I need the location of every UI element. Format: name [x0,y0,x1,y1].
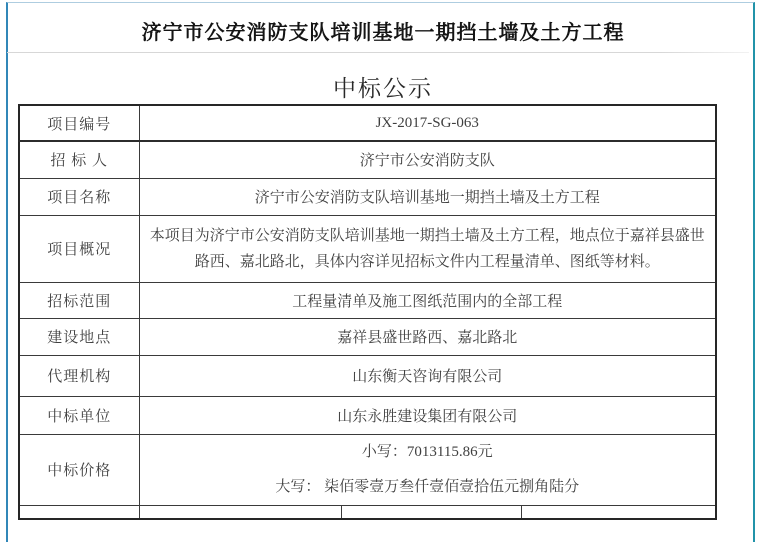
partial-cell [139,505,341,519]
row-value: 济宁市公安消防支队培训基地一期挡土墙及土方工程 [139,178,716,215]
table-row-bid-scope [19,282,716,318]
row-label: 项目概况 [19,215,139,282]
table-row-partial-clipped [19,505,716,519]
row-label: 中标单位 [19,396,139,434]
price-in-words: 大写： 柒佰零壹万叁仟壹佰壹拾伍元捌角陆分 [275,478,580,495]
table-row-construction-site [19,318,716,355]
title-divider [7,52,749,53]
table-row-tenderer [19,141,716,178]
row-value: 工程量清单及施工图纸范围内的全部工程 [139,282,716,318]
row-value [139,434,716,505]
page-title: 济宁市公安消防支队培训基地一期挡土墙及土方工程 [141,22,625,44]
row-label: 招 标 人 [19,141,139,178]
bid-notice-table [18,104,717,520]
partial-cell [19,505,139,519]
row-value: 济宁市公安消防支队 [139,141,716,178]
row-value: 本项目为济宁市公安消防支队培训基地一期挡土墙及土方工程，地点位于嘉祥县盛世路西、嘉北路北，具体内容详见招标文件内工程量清单、图纸等材料。 [139,215,716,282]
table-row-project-name [19,178,716,215]
row-value: 山东衡天咨询有限公司 [139,355,716,396]
row-label: 建设地点 [19,318,139,355]
row-label: 中标价格 [19,434,139,505]
announcement-subtitle: 中标公示 [333,76,433,101]
row-value: JX-2017-SG-063 [139,105,716,141]
row-label: 项目名称 [19,178,139,215]
table-row-winning-bidder [19,396,716,434]
row-label: 招标范围 [19,282,139,318]
price-numeric: 小写：7013115.86元 [361,443,493,460]
row-label: 项目编号 [19,105,139,141]
partial-cell [341,505,521,519]
table-row-project-overview [19,215,716,282]
partial-cell [521,505,716,519]
row-label: 代理机构 [19,355,139,396]
row-value: 嘉祥县盛世路西、嘉北路北 [139,318,716,355]
row-value: 山东永胜建设集团有限公司 [139,396,716,434]
table-row-project-number [19,105,716,141]
table-row-winning-price [19,434,716,505]
table-row-agency [19,355,716,396]
